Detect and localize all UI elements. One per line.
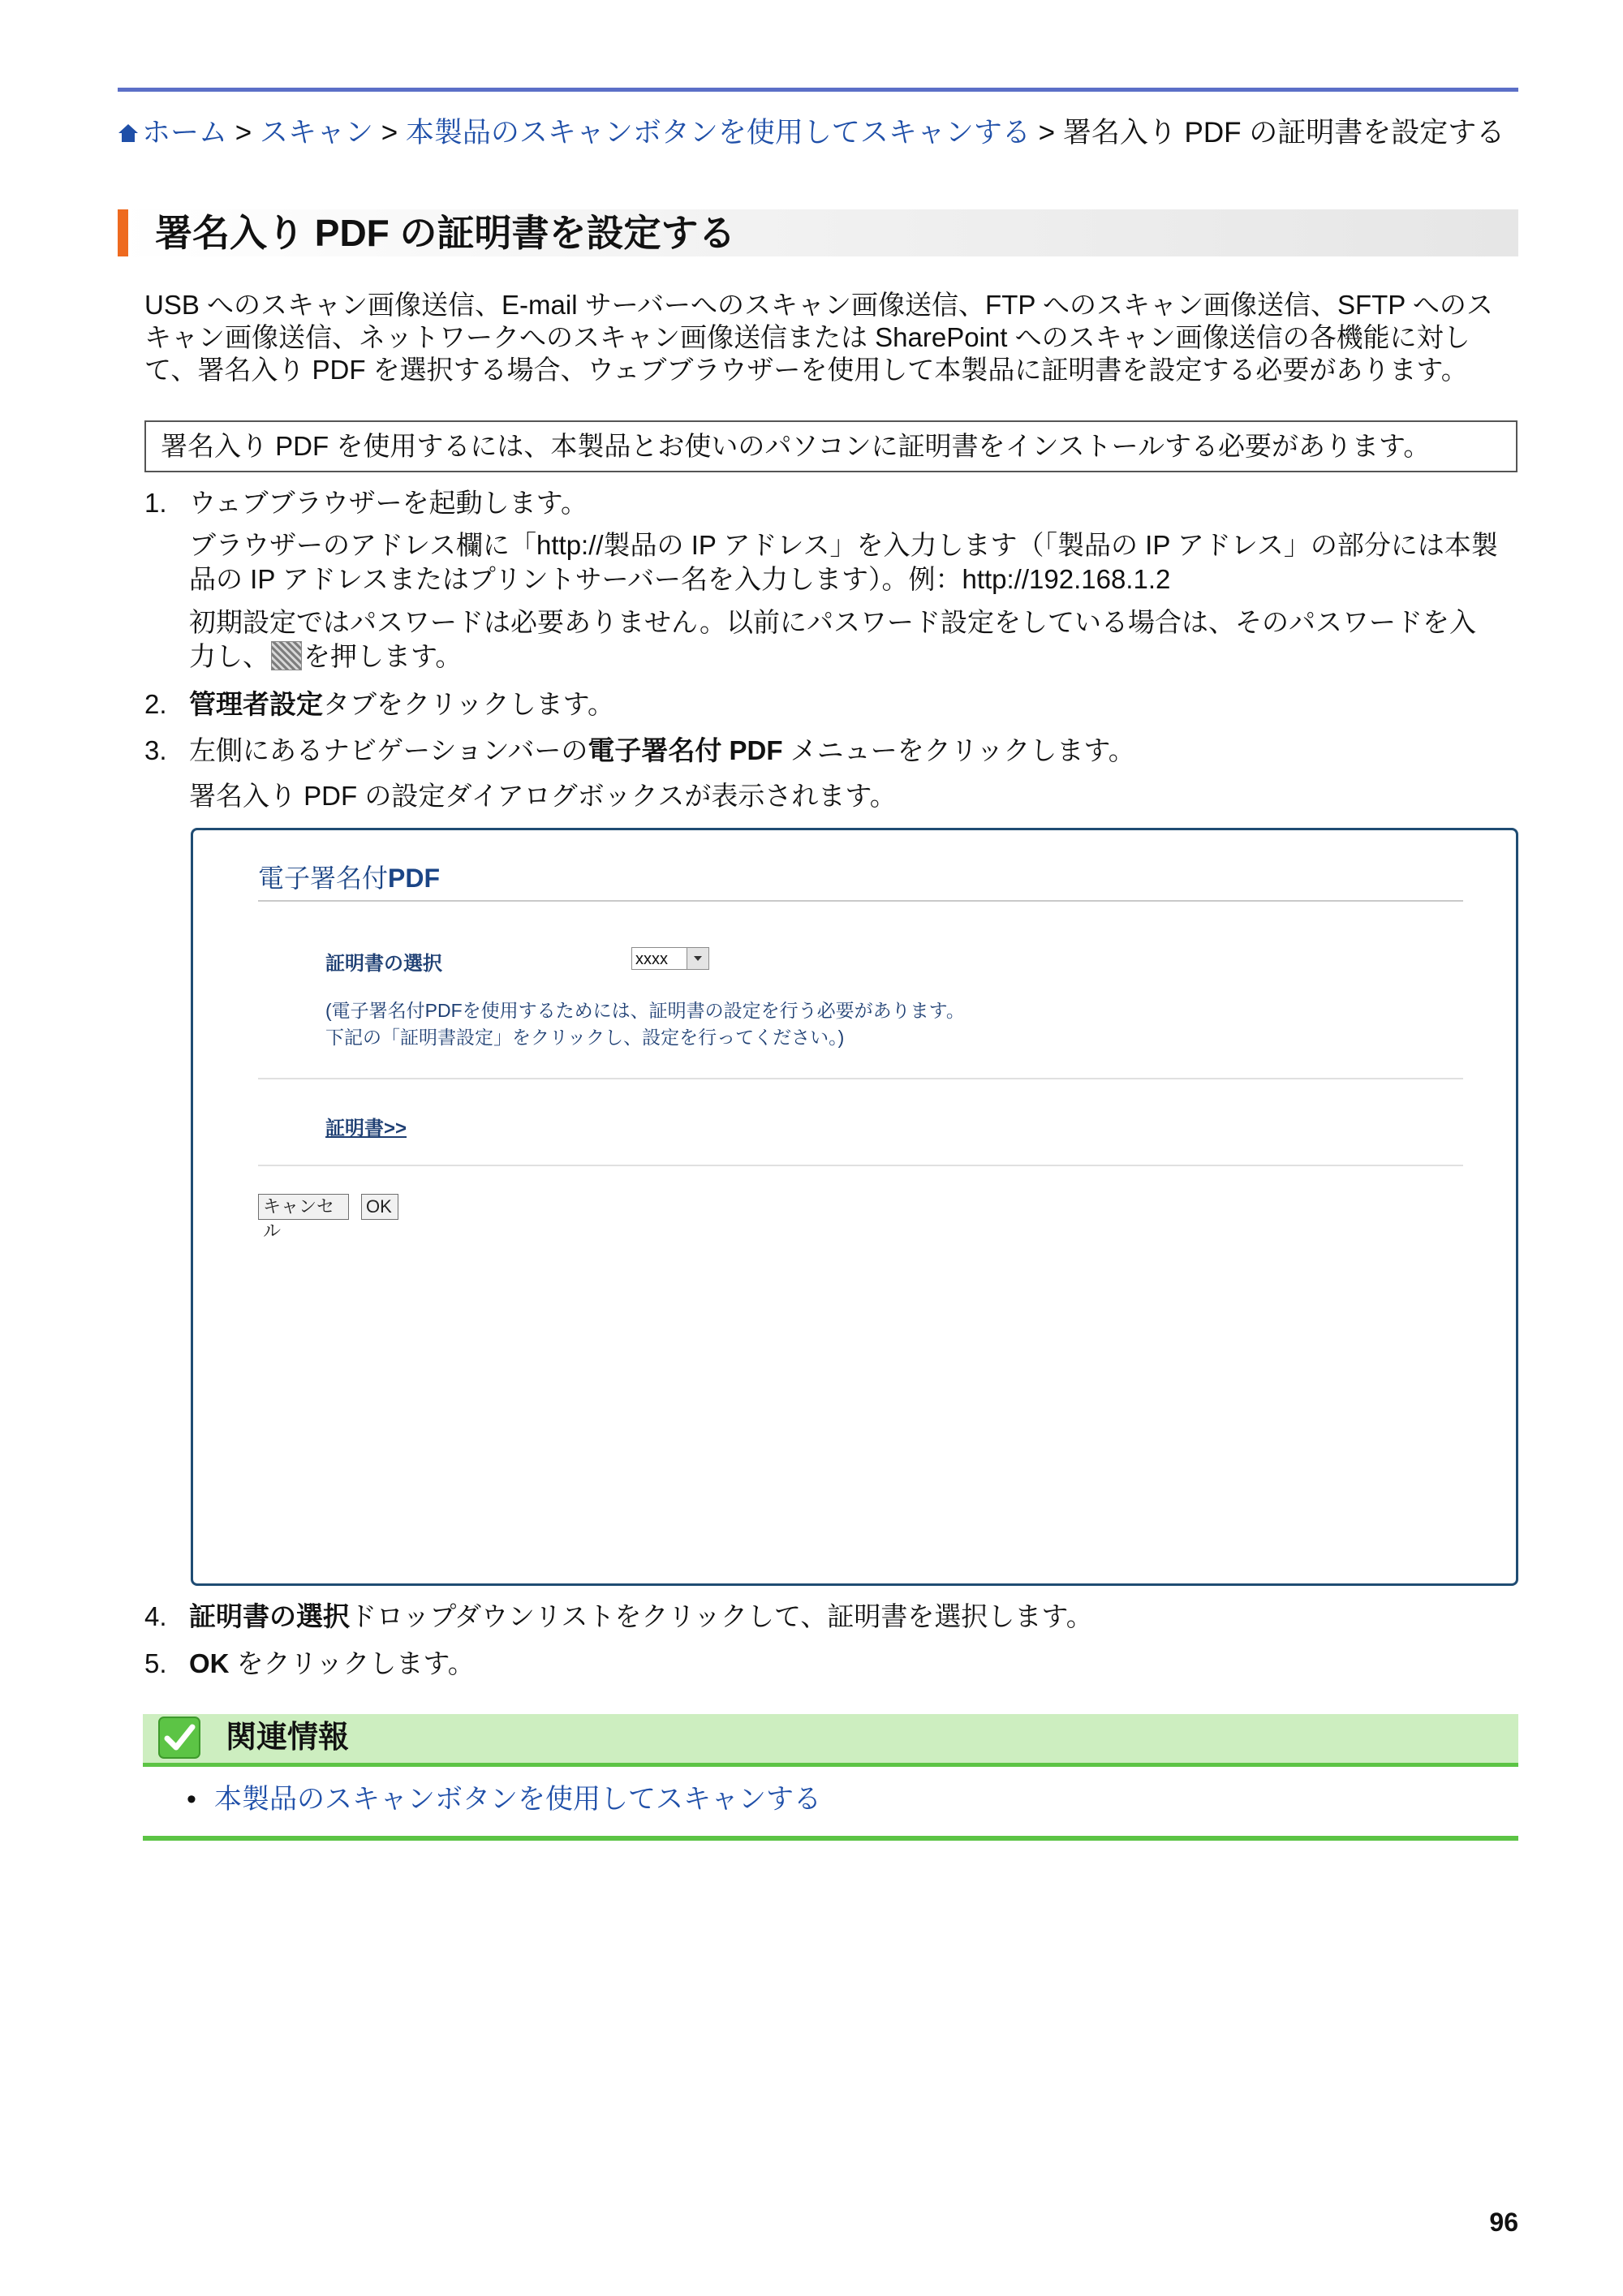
cancel-button[interactable]: キャンセル (258, 1194, 349, 1220)
step-number: 1. (144, 488, 167, 518)
bullet: • (187, 1784, 196, 1815)
detail-line: 品の IP アドレスまたはプリントサーバー名を入力します）。例：http://192.168.1.2 (189, 564, 1171, 594)
step-1-detail-password (189, 605, 1520, 674)
step-rest: ドロップダウンリストをクリックして、証明書を選択します。 (350, 1601, 1093, 1631)
detail-line: 初期設定ではパスワードは必要ありません。以前にパスワード設定をしている場合は、そのパスワードを入 (189, 607, 1476, 637)
page-title: 署名入り PDF の証明書を設定する (155, 212, 736, 254)
page-number: 96 (1489, 2208, 1518, 2237)
cert-select-label: 証明書の選択 (325, 953, 442, 975)
related-bottom-rule (143, 1836, 1518, 1841)
key-icon (271, 641, 302, 670)
step-number: 3. (144, 735, 167, 765)
step-rest: メニューをクリックします。 (782, 735, 1135, 765)
intro-line: USB へのスキャン画像送信、E-mail サーバーへのスキャン画像送信、FTP へのスキャン画像送信、SFTP へのス (144, 290, 1493, 320)
breadcrumb-scan[interactable]: スキャン (259, 117, 373, 149)
step-text (189, 688, 614, 721)
step-number: 4. (144, 1601, 167, 1631)
related-info-rule (143, 1763, 1518, 1767)
step-bold: OK (189, 1648, 230, 1678)
breadcrumb-scan-button[interactable]: 本製品のスキャンボタンを使用してスキャンする (405, 117, 1031, 149)
breadcrumb-separator: > (381, 117, 398, 149)
breadcrumb-separator: > (1038, 117, 1056, 149)
step-bold: 電子署名付 PDF (588, 735, 783, 765)
intro-line: て、署名入り PDF を選択する場合、ウェブブラウザーを使用して本製品に証明書を設定する必要があります。 (144, 355, 1468, 385)
chevron-down-icon[interactable] (687, 948, 708, 969)
home-icon[interactable] (118, 123, 139, 144)
step-bold: 証明書の選択 (189, 1601, 350, 1631)
breadcrumb-home[interactable]: ホーム (142, 117, 228, 149)
cert-link[interactable]: 証明書>> (325, 1118, 407, 1139)
ok-button[interactable]: OK (361, 1194, 398, 1220)
screenshot-title (258, 858, 440, 895)
top-rule (118, 88, 1518, 92)
breadcrumb-current: 署名入り PDF の証明書を設定する (1062, 117, 1505, 149)
settings-screenshot (191, 828, 1518, 1586)
cert-message (325, 997, 965, 1051)
detail-line: 力し、 (189, 641, 269, 671)
step-rest: タブをクリックします。 (323, 689, 615, 719)
screenshot-divider (258, 1165, 1463, 1166)
note-box (144, 420, 1518, 472)
screenshot-divider (258, 1078, 1463, 1079)
related-link-scan-button[interactable]: 本製品のスキャンボタンを使用してスキャンする (214, 1784, 821, 1815)
step-rest: をクリックします。 (229, 1648, 475, 1678)
step-3-detail: 署名入り PDF の設定ダイアログボックスが表示されます。 (189, 781, 897, 811)
check-icon (157, 1716, 201, 1760)
cert-select-value: xxxx (635, 950, 668, 968)
message-line: 下記の「証明書設定」をクリックし、設定を行ってください。) (325, 1027, 845, 1048)
detail-line: ブラウザーのアドレス欄に「http://製品の IP アドレス」を入力します（「製品の IP アドレス」の部分には本製 (189, 530, 1498, 560)
breadcrumb-separator: > (235, 117, 252, 149)
step-text (189, 1648, 475, 1680)
page-heading (118, 209, 1518, 256)
message-line: (電子署名付PDFを使用するためには、証明書の設定を行う必要があります。 (325, 1000, 965, 1021)
screenshot-title-text: 電子署名付 (258, 864, 389, 893)
intro-line: キャン画像送信、ネットワークへのスキャン画像送信または SharePoint へのスキャン画像送信の各機能に対し (144, 322, 1470, 352)
intro-paragraph (144, 289, 1521, 386)
step-text (189, 1600, 1093, 1633)
screenshot-title-bold: PDF (388, 864, 441, 893)
step-pre: 左側にあるナビゲーションバーの (189, 735, 588, 765)
note-text: 署名入り PDF を使用するには、本製品とお使いのパソコンに証明書をインストールする必要があります。 (161, 431, 1431, 461)
detail-line: を押します。 (304, 641, 463, 671)
breadcrumb (118, 114, 1518, 153)
step-number: 2. (144, 689, 167, 719)
heading-accent-bar (118, 209, 128, 256)
step-1-detail-url (189, 528, 1520, 597)
step-number: 5. (144, 1648, 167, 1678)
step-text (189, 734, 1135, 767)
related-info-title: 関連情報 (226, 1721, 350, 1755)
related-info-header (143, 1714, 1518, 1763)
step-bold: 管理者設定 (189, 689, 323, 719)
cert-select-dropdown[interactable] (631, 947, 709, 970)
step-text: ウェブブラウザーを起動します。 (189, 488, 588, 518)
screenshot-divider (258, 900, 1463, 902)
